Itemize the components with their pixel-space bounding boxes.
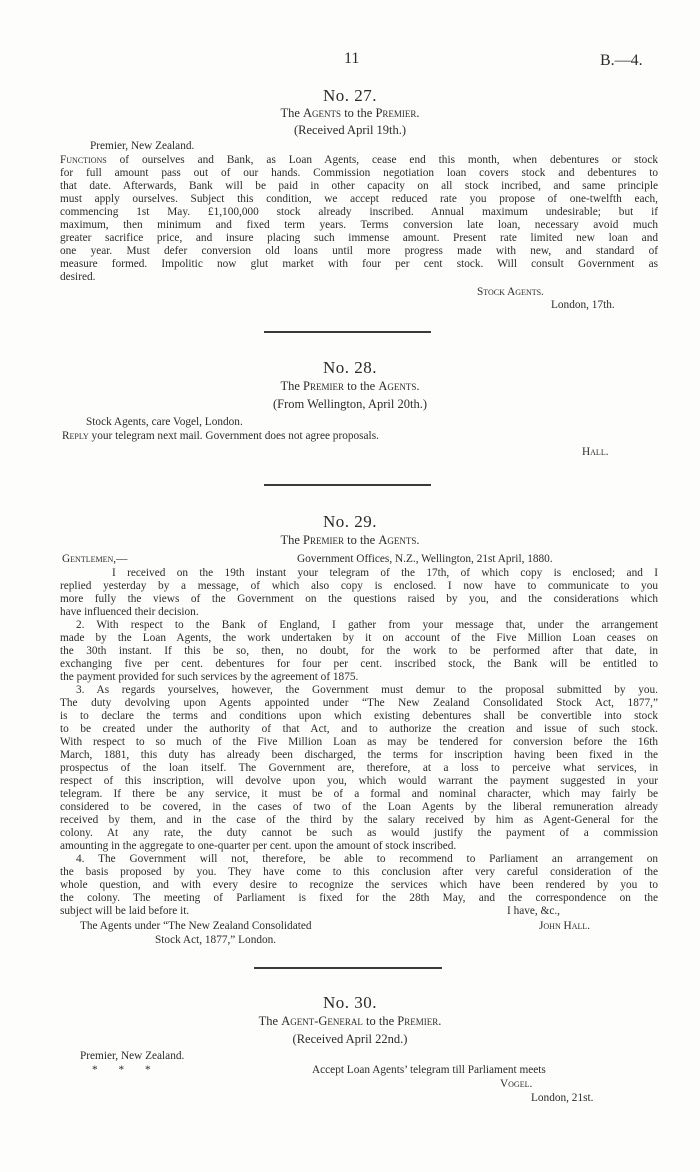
- body-line: I received on the 19th instant your telegram of the 17th, of which copy is enclosed; and I: [112, 567, 658, 579]
- body-line: 4. The Government will not, therefore, be able to recommend to Parliament an arrangement on: [76, 853, 658, 865]
- body-line: replied yesterday by a message, of which also copy is enclosed. I now have to communicate to you: [60, 580, 658, 592]
- place-date: London, 21st.: [531, 1092, 594, 1104]
- heading-to-word: to the: [341, 106, 376, 120]
- body-line: respect of this inscription, will devolve upon you, which would warrant the payment suggested in your: [60, 775, 658, 787]
- body-line: to be created under the authority of that Act, and to authorize the creation and issue of such stock.: [60, 723, 658, 735]
- heading-to: Agents: [378, 379, 417, 393]
- document-code: B.—4.: [600, 52, 643, 69]
- body-line: [60, 271, 658, 284]
- line-text: of ourselves and Bank, as Loan Agents, cease end this month, when debentures or stock: [106, 154, 658, 166]
- closing: I have, &c.,: [507, 905, 561, 917]
- body-line: the payment provided for such services by the agreement of 1875.: [60, 671, 359, 683]
- heading-end: .: [416, 106, 420, 120]
- body-line: more fully the views of the Government on the questions raised by you, and the considerations which: [60, 593, 658, 605]
- body-line: exchanging five per cent. debentures for four per cent. inscribed stock, the Bank will be entitled to: [60, 658, 658, 670]
- lead-word: Functions: [60, 154, 107, 166]
- heading-from: Premier: [303, 379, 344, 393]
- body-line: colony. At any rate, the duty cannot be such as would justify the payment of a commission: [60, 827, 658, 839]
- body-line: [60, 206, 658, 219]
- page-number: 11: [344, 50, 360, 67]
- body-line: [60, 232, 658, 245]
- heading-end: .: [438, 1014, 442, 1028]
- body-line: [60, 245, 658, 258]
- received-date: (From Wellington, April 20th.): [273, 397, 427, 411]
- omission-stars: * * *: [92, 1064, 151, 1076]
- heading-end: .: [416, 533, 420, 547]
- lead-word: Reply: [62, 430, 89, 442]
- addressee-line-1: The Agents under “The New Zealand Consolidated: [80, 920, 312, 932]
- letter-heading: [0, 106, 700, 121]
- line-text: desired.: [60, 271, 96, 283]
- line-text: commencing 1st May. £1,100,000 stock already inscribed. Annual maximum undesirable; but if: [60, 206, 658, 218]
- body-line: considered to be covered, in the cases of two of the Loan Agents by the liberal remuneration already: [60, 801, 658, 813]
- heading-to: Premier: [375, 106, 417, 120]
- body-line: is to declare the terms and conditions upon which existing debentures shall be convertible into stock: [60, 710, 658, 722]
- heading-from: Agents: [303, 106, 342, 120]
- heading-to-word: to the: [343, 533, 379, 547]
- heading-pre: The: [280, 379, 304, 393]
- letter-number: No. 28.: [322, 358, 378, 377]
- line-text: greater sacrifice price, and insure placing such immense amount. Present rate limited new loan and: [60, 232, 658, 244]
- body-line: prospectus of the loan itself. The Government are, therefore, at a loss to perceive what services, in: [60, 762, 658, 774]
- salutation: Gentlemen,—: [62, 553, 128, 565]
- body-line: subject will be laid before it.: [60, 905, 190, 917]
- heading-to-word: to the: [362, 1014, 398, 1028]
- heading-pre: The: [280, 533, 304, 547]
- body-line: March, 1881, this duty has already been discharged, the terms for inscription having been fixed in the: [60, 749, 658, 761]
- place-date: Government Offices, N.Z., Wellington, 21st April, 1880.: [297, 553, 553, 565]
- place-date: London, 17th.: [551, 299, 615, 311]
- body-line: [60, 258, 658, 271]
- line-text: your telegram next mail. Government does not agree proposals.: [88, 430, 379, 442]
- line-text: that date. Afterwards, Bank will be paid in other capacity on all stock incribed, and same principle: [60, 180, 658, 192]
- line-text: maximum, then minimum and fixed term years. Terms conversion late loan, necessary avoid much: [60, 219, 658, 231]
- salutation: Premier, New Zealand.: [80, 1050, 185, 1062]
- line-text: measure formed. Impolitic now glut market with four per cent stock. Will consult Government as: [60, 258, 658, 270]
- signature: Stock Agents.: [477, 286, 544, 298]
- line-text: for full amount pass out of our hands. Commission negotiation loan covers stock and debentures to: [60, 167, 658, 179]
- telegram-text: Accept Loan Agents’ telegram till Parliament meets: [312, 1064, 546, 1076]
- body-line: telegram. If there be any service, it must be of a formal and nominal character, which may fairly be: [60, 788, 658, 800]
- body-line: 2. With respect to the Bank of England, I gather from your message that, under the arrangement: [76, 619, 658, 631]
- heading-pre: The: [258, 1014, 282, 1028]
- letter-heading: [0, 1014, 700, 1029]
- body-line: [60, 154, 658, 167]
- body-line: With respect to so much of the Five Million Loan as may be tendered for conversion before the 16th: [60, 736, 658, 748]
- body-line: the colony. The meeting of Parliament is fixed for the 28th May, and the correspondence on the: [60, 892, 658, 904]
- signature: Hall.: [582, 446, 609, 458]
- body-line: [62, 430, 379, 442]
- body-line: made by the Loan Agents, the work undertaken by it on account of the Five Million Loan ceases on: [60, 632, 658, 644]
- body-line: the 30th instant. If this be so, then, no doubt, for the work to be performed after that date, in: [60, 645, 658, 657]
- received-date: (Received April 19th.): [293, 123, 407, 137]
- salutation: Premier, New Zealand.: [90, 140, 195, 152]
- section-divider: [254, 967, 442, 969]
- letter-heading: [0, 533, 700, 548]
- heading-pre: The: [280, 106, 304, 120]
- letter-number: No. 30.: [322, 993, 378, 1012]
- signature: John Hall.: [539, 920, 591, 932]
- heading-to: Premier: [397, 1014, 439, 1028]
- body-line: whole question, and with every desire to recognize the services which have been rendered by you to: [60, 879, 658, 891]
- letter-heading: [0, 379, 700, 394]
- body-line: have influenced their decision.: [60, 606, 199, 618]
- addressee-line-2: Stock Act, 1877,” London.: [155, 934, 277, 946]
- body-line: received by them, and in the case of the third by the salary received by him as Agent-General for the: [60, 814, 658, 826]
- section-divider: [264, 484, 431, 486]
- letter-number: No. 27.: [322, 86, 378, 105]
- body-line: The duty devolving upon Agents appointed under “The New Zealand Consolidated Stock Act, 1877,”: [60, 697, 658, 709]
- line-text: must apply ourselves. Subject this condition, we accept reduced rate you propose of one-twelfth each,: [60, 193, 658, 205]
- line-text: one year. Must defer conversion old loans until more progress made with new, and standard of: [60, 245, 658, 257]
- received-date: (Received April 22nd.): [292, 1032, 408, 1046]
- body-line: [60, 180, 658, 193]
- body-line: 3. As regards yourselves, however, the Government must demur to the proposal submitted by you.: [76, 684, 658, 696]
- heading-end: .: [416, 379, 420, 393]
- section-divider: [264, 331, 431, 333]
- salutation: Stock Agents, care Vogel, London.: [86, 416, 243, 428]
- body-line: [60, 219, 658, 232]
- heading-to: Agents: [378, 533, 417, 547]
- body-line: [60, 167, 658, 180]
- body-line: the basis proposed by you. They have come to this conclusion after very careful consideration of the: [60, 866, 658, 878]
- heading-to-word: to the: [343, 379, 379, 393]
- heading-from: Premier: [303, 533, 344, 547]
- body-line: amounting in the aggregate to one-quarter per cent. upon the amount of stock inscribed.: [60, 840, 457, 852]
- body-line: [60, 193, 658, 206]
- letter-number: No. 29.: [322, 512, 378, 531]
- signature: Vogel.: [500, 1078, 533, 1090]
- heading-from: Agent-General: [281, 1014, 363, 1028]
